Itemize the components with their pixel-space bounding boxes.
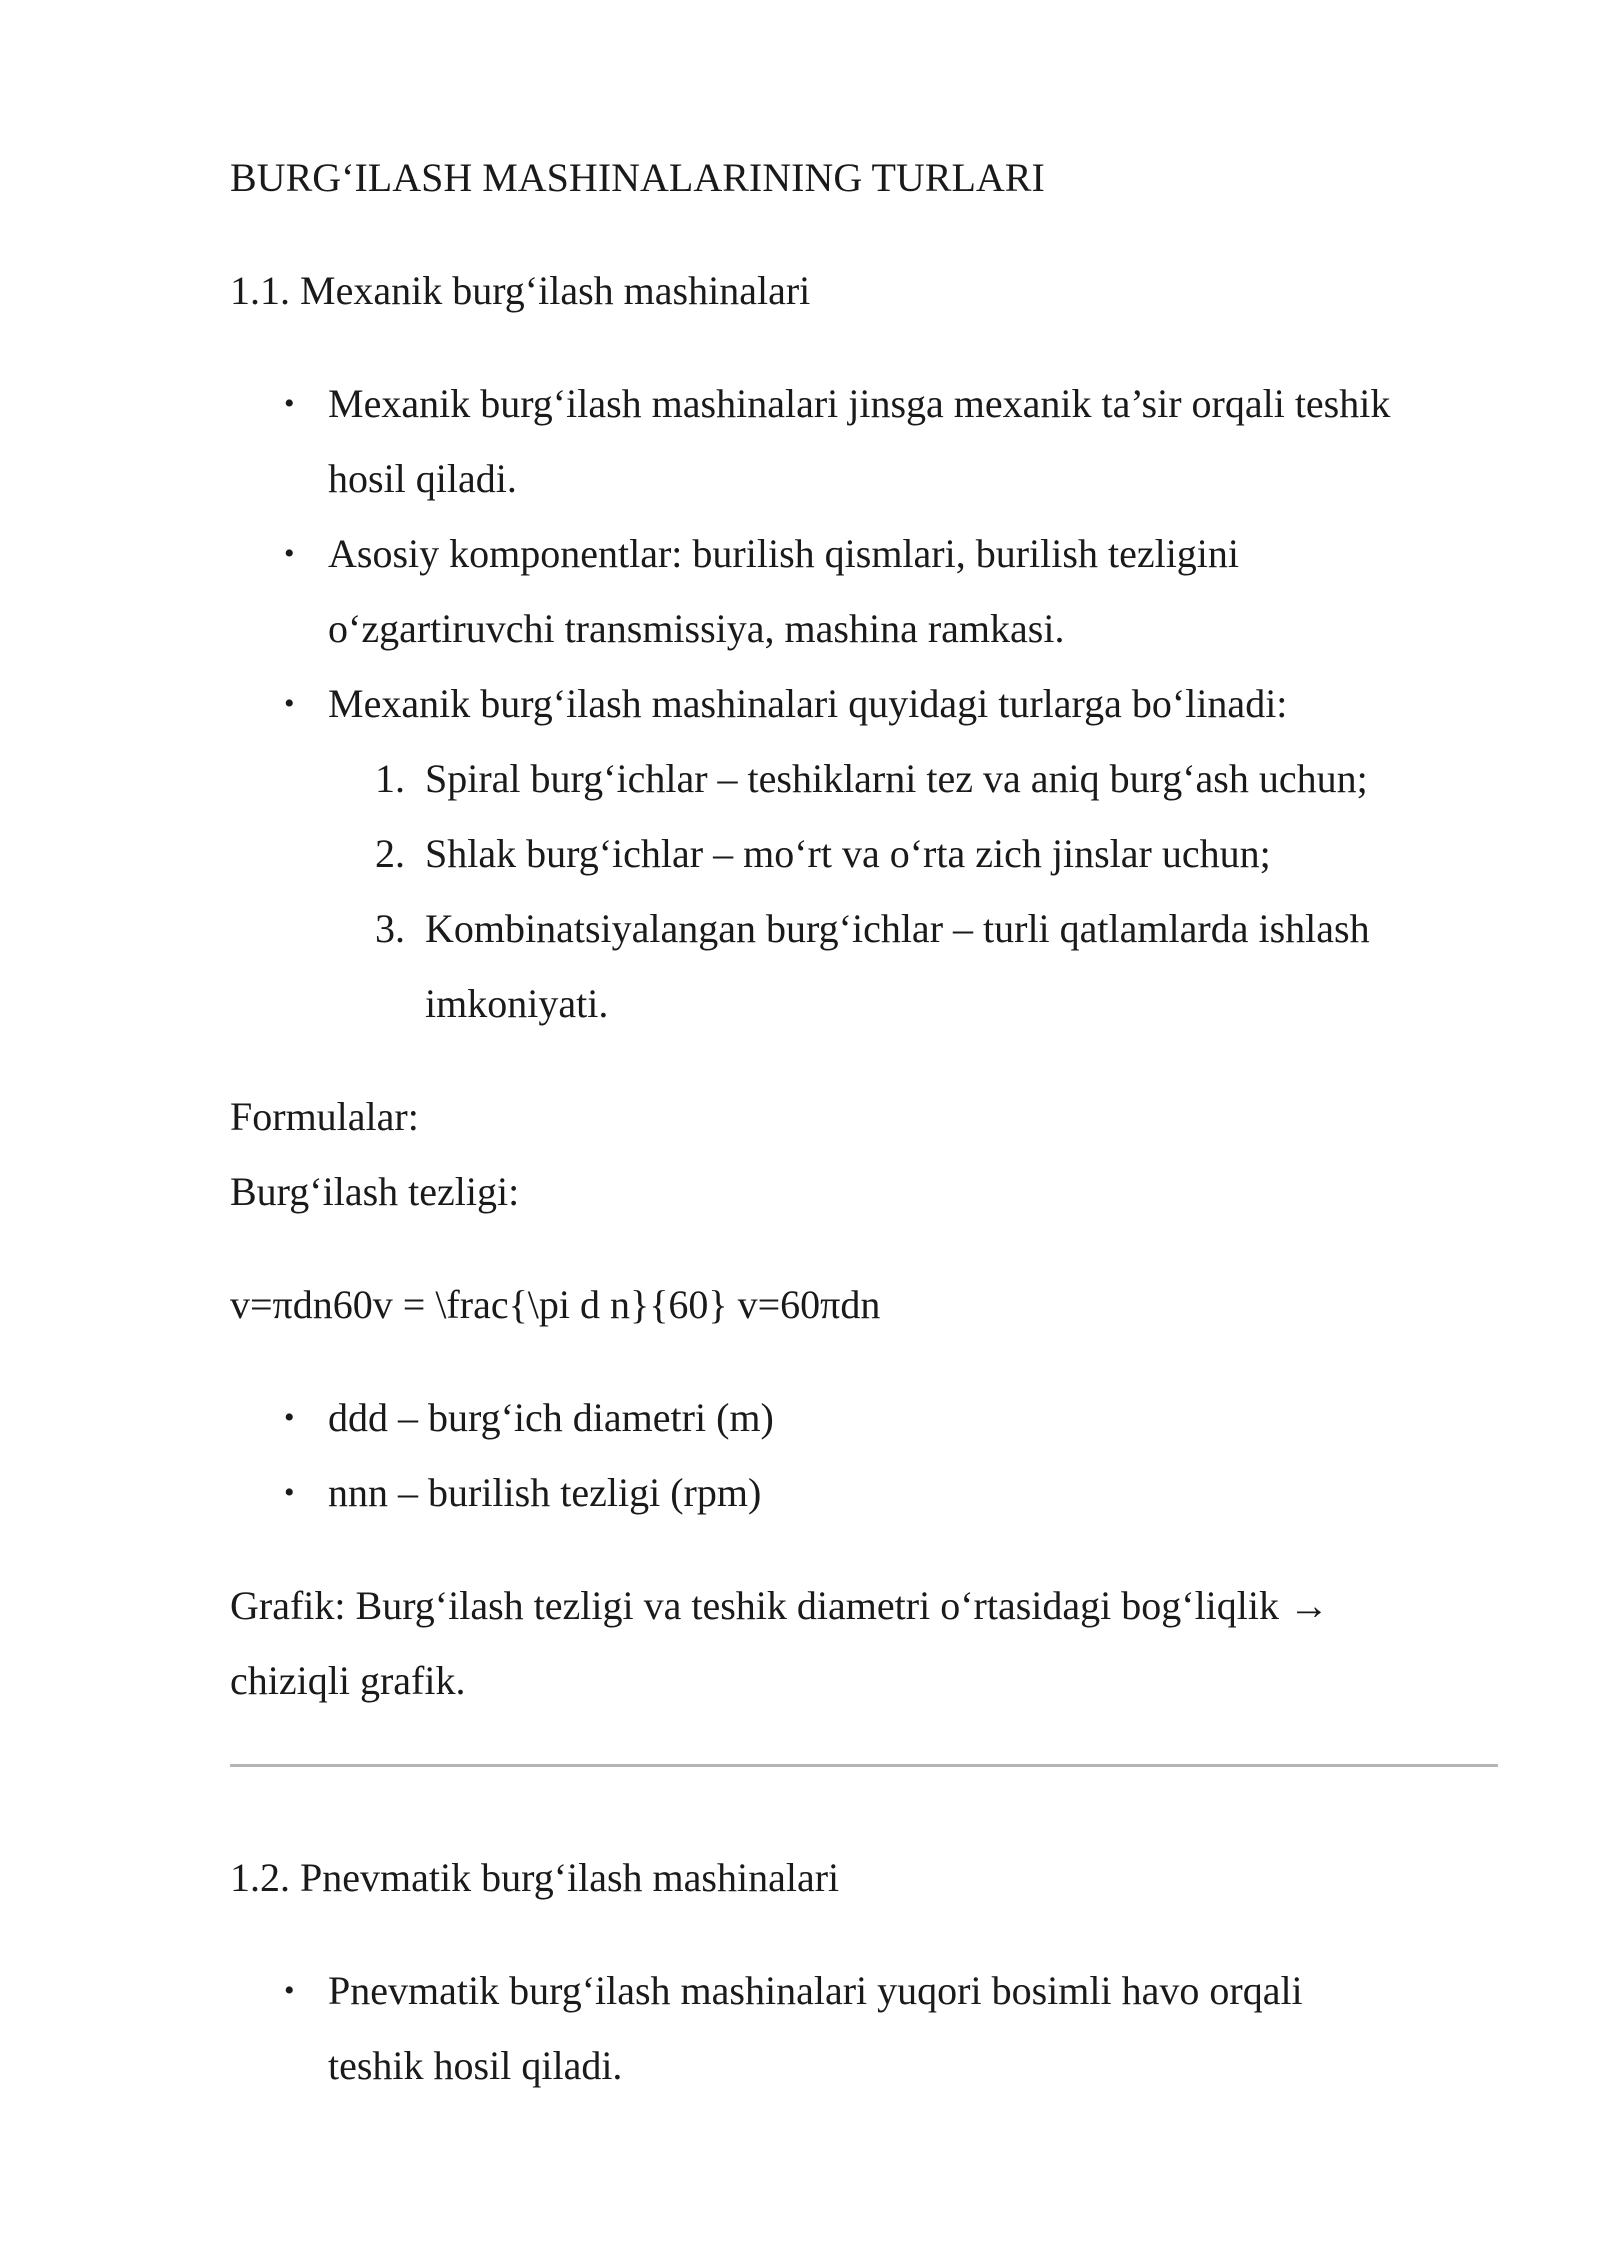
list-item — [375, 816, 1525, 891]
graph-note-line: chiziqli grafik. — [230, 1658, 466, 1703]
list-text-line: Shlak burg‘ichlar – mo‘rt va o‘rta zich jinslar uchun; — [425, 831, 1271, 876]
drill-types-list — [375, 741, 1525, 1041]
bullet-marker: • — [284, 1401, 295, 1434]
list-item — [284, 1455, 1508, 1530]
document-heading: BURG‘ILASH MASHINALARINING TURLARI — [230, 155, 1045, 200]
list-item — [375, 891, 1525, 1041]
bullet-marker: • — [284, 387, 295, 420]
list-item — [284, 516, 1508, 666]
bullet-marker: • — [284, 687, 295, 720]
formulas-label: Formulalar: — [230, 1094, 419, 1139]
bullet-text-line: Asosiy komponentlar: burilish qismlari, burilish tezligini — [328, 531, 1240, 576]
mechanical-bullet-list — [284, 366, 1508, 741]
horizontal-divider — [230, 1764, 1498, 1767]
list-item — [284, 666, 1508, 741]
graph-note — [230, 1568, 1500, 1718]
speed-label: Burg‘ilash tezligi: — [230, 1169, 520, 1214]
list-text-line: imkoniyati. — [425, 981, 609, 1026]
list-item — [375, 741, 1525, 816]
bullet-text-line: Pnevmatik burg‘ilash mashinalari yuqori bosimli havo orqali — [328, 1968, 1303, 2013]
variable-text: ddd – burg‘ich diametri (m) — [328, 1395, 774, 1440]
bullet-text-line: o‘zgartiruvchi transmissiya, mashina ramkasi. — [328, 606, 1065, 651]
bullet-text-line: teshik hosil qiladi. — [328, 2043, 623, 2088]
bullet-marker: • — [284, 537, 295, 570]
graph-note-line: Grafik: Burg‘ilash tezligi va teshik diametri o‘rtasidagi bog‘liqlik → — [230, 1583, 1330, 1628]
speed-formula: v=πdn60v = \frac{\pi d n}{60} v=60πdn — [230, 1282, 881, 1327]
list-number: 1. — [375, 756, 405, 801]
list-number: 2. — [375, 831, 405, 876]
list-item — [284, 1380, 1508, 1455]
list-text-line: Spiral burg‘ichlar – teshiklarni tez va aniq burg‘ash uchun; — [425, 756, 1368, 801]
variables-list — [284, 1380, 1508, 1530]
bullet-marker: • — [284, 1974, 295, 2007]
bullet-marker: • — [284, 1476, 295, 1509]
section-1-1-title: 1.1. Mexanik burg‘ilash mashinalari — [230, 268, 811, 313]
variable-text: nnn – burilish tezligi (rpm) — [328, 1470, 762, 1515]
list-text-line: Kombinatsiyalangan burg‘ichlar – turli qatlamlarda ishlash — [425, 906, 1370, 951]
list-item — [284, 366, 1508, 516]
list-number: 3. — [375, 906, 405, 951]
pneumatic-bullet-list — [284, 1953, 1508, 2103]
section-1-2-title: 1.2. Pnevmatik burg‘ilash mashinalari — [230, 1855, 840, 1900]
list-item — [284, 1953, 1508, 2103]
bullet-text-line: hosil qiladi. — [328, 456, 517, 501]
bullet-text-line: Mexanik burg‘ilash mashinalari quyidagi turlarga bo‘linadi: — [328, 681, 1288, 726]
bullet-text-line: Mexanik burg‘ilash mashinalari jinsga mexanik ta’sir orqali teshik — [328, 381, 1391, 426]
